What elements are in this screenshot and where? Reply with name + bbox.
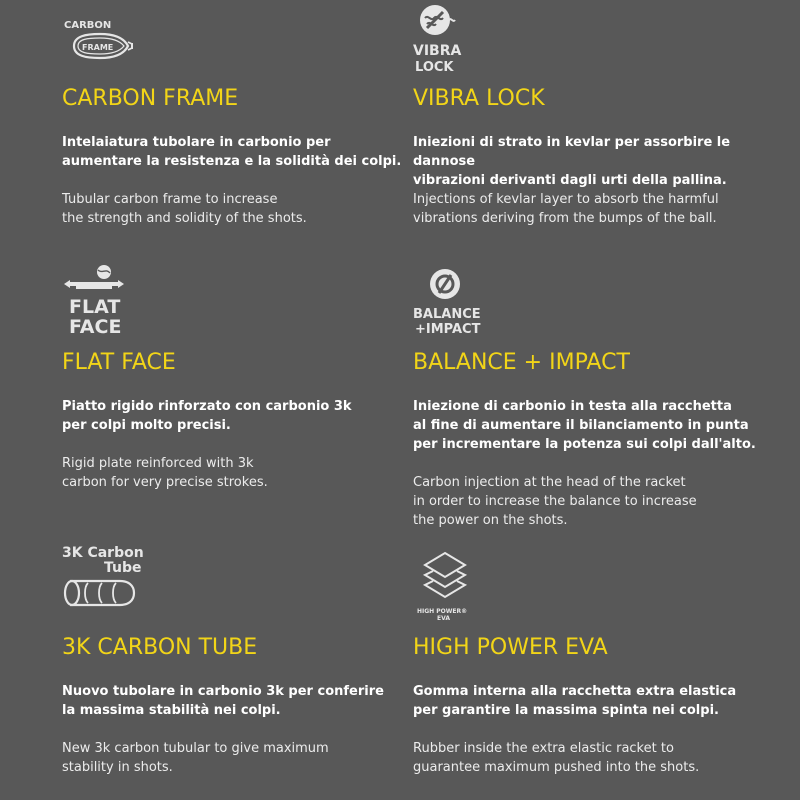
feature-description-english: Carbon injection at the head of the racket in order to increase the balance to increase the power on the shots. [413, 475, 697, 528]
svg-text:3K Carbon: 3K Carbon [62, 545, 144, 561]
feature-title: BALANCE + IMPACT [413, 350, 630, 375]
high-power-eva-icon [413, 549, 493, 629]
feature-title: HIGH POWER EVA [413, 635, 608, 660]
feature-description-italian: Nuovo tubolare in carbonio 3k per conferire la massima stabilità nei colpi. [62, 684, 384, 718]
feature-description-english: Rigid plate reinforced with 3k carbon for very precise strokes. [62, 456, 268, 490]
feature-title: CARBON FRAME [62, 86, 239, 111]
feature-title: VIBRA LOCK [413, 86, 545, 111]
svg-text:HIGH POWER®: HIGH POWER® [417, 608, 468, 615]
feature-description-english: New 3k carbon tubular to give maximum stability in shots. [62, 741, 329, 775]
svg-text:EVA: EVA [437, 615, 450, 622]
vibra-lock-icon [413, 0, 493, 80]
svg-text:CARBON: CARBON [64, 20, 112, 31]
svg-text:FLAT: FLAT [69, 296, 121, 318]
svg-text:FRAME: FRAME [82, 43, 114, 52]
svg-text:VIBRA: VIBRA [413, 43, 462, 59]
feature-title: FLAT FACE [62, 350, 176, 375]
feature-description-italian: Gomma interna alla racchetta extra elastica per garantire la massima spinta nei colpi. [413, 684, 737, 718]
feature-description-italian: Piatto rigido rinforzato con carbonio 3k per colpi molto precisi. [62, 399, 352, 433]
svg-text:Tube: Tube [104, 560, 142, 576]
feature-description-italian: Iniezione di carbonio in testa alla racchetta al fine di aumentare il bilanciamento in punta per incrementare la potenza sui colpi dall'alto. [413, 399, 756, 452]
svg-text:LOCK: LOCK [415, 60, 454, 75]
feature-description-italian: Iniezioni di strato in kevlar per assorbire le dannose vibrazioni derivanti dagli urti della pallina. [413, 135, 731, 188]
feature-description-italian: Intelaiatura tubolare in carbonio per aumentare la resistenza e la solidità dei colpi. [62, 135, 402, 169]
svg-text:+IMPACT: +IMPACT [415, 322, 481, 337]
svg-text:BALANCE: BALANCE [413, 307, 481, 322]
3k-carbon-tube-icon [62, 545, 144, 629]
feature-description-english: Rubber inside the extra elastic racket to guarantee maximum pushed into the shots. [413, 741, 700, 775]
flat-face-icon [62, 264, 142, 344]
feature-title: 3K CARBON TUBE [62, 635, 258, 660]
feature-description-english: Tubular carbon frame to increase the strength and solidity of the shots. [62, 192, 307, 226]
feature-description-english: Injections of kevlar layer to absorb the harmful vibrations deriving from the bumps of the ball. [413, 192, 719, 226]
svg-text:FACE: FACE [69, 316, 122, 338]
balance-impact-icon [413, 264, 493, 344]
carbon-frame-icon [62, 0, 142, 80]
